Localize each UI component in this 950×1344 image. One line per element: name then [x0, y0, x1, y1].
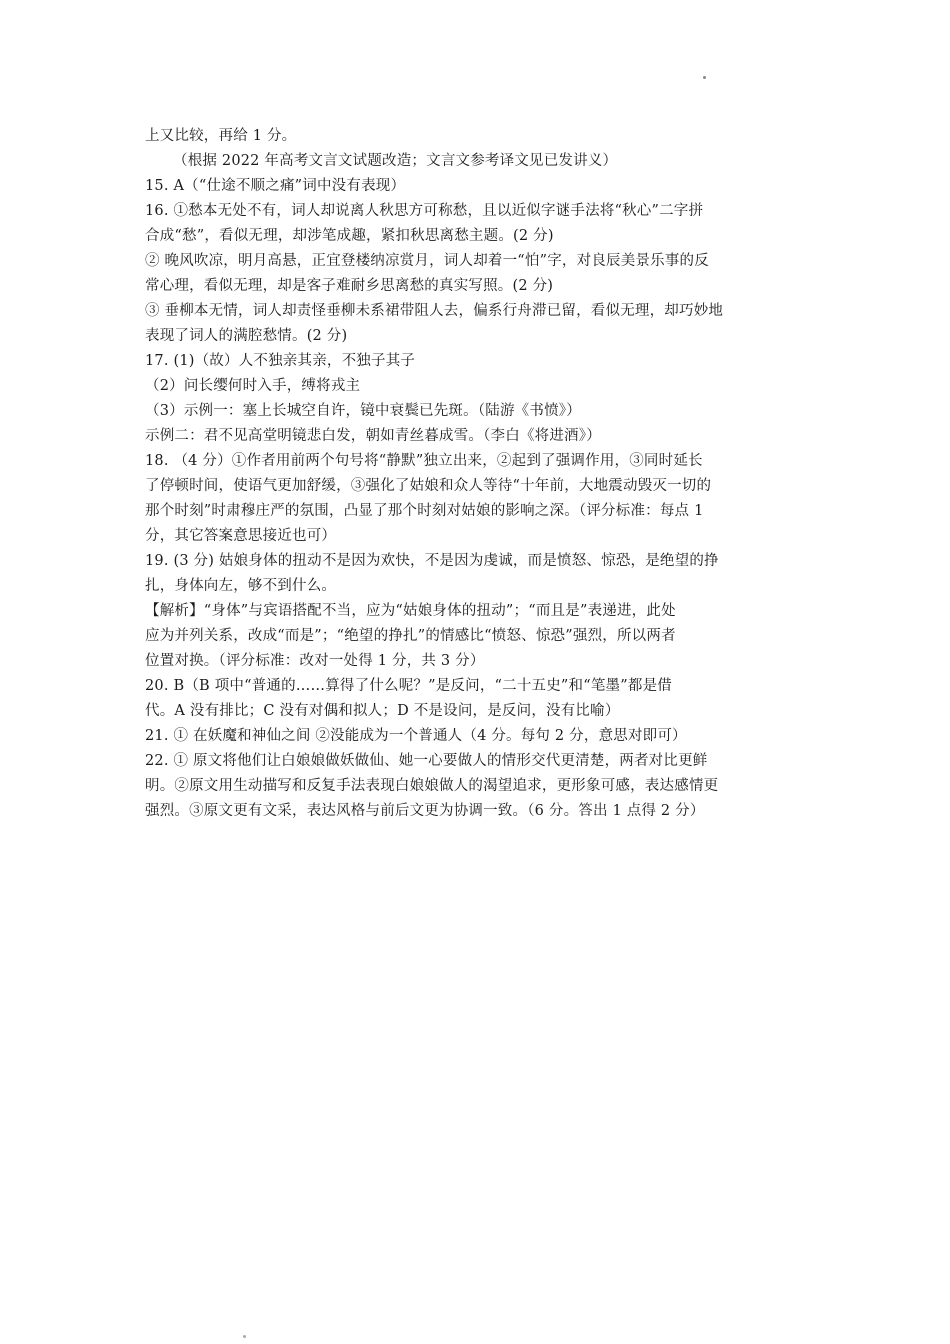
- answer-17-line: （3）示例一：塞上长城空自许，镜中衰鬓已先斑。（陆游《书愤》）: [145, 403, 581, 419]
- answer-19-analysis-line: 【解析】“身体”与宾语搭配不当，应为“姑娘身体的扭动”；“而且是”表递进，此处: [145, 603, 676, 619]
- answer-19-analysis-line: 位置对换。（评分标准：改对一处得 1 分，共 3 分）: [145, 653, 485, 669]
- answer-16-line: 16. ①愁本无处不有，词人却说离人秋思方可称愁，且以近似字谜手法将“秋心”二字拼: [145, 203, 704, 219]
- answer-18-line: 那个时刻”时肃穆庄严的氛围，凸显了那个时刻对姑娘的影响之深。（评分标准：每点 1: [145, 503, 704, 519]
- answer-key-text: [145, 124, 815, 824]
- page-dot: [243, 1335, 246, 1338]
- answer-20-line: 20. B（B 项中“普通的……算得了什么呢？”是反问，“二十五史”和“笔墨”都是借: [145, 678, 672, 694]
- answer-15: 15. A（“仕途不顺之痛”词中没有表现）: [145, 178, 406, 194]
- answer-18-line: 了停顿时间，使语气更加舒缓，③强化了姑娘和众人等待“十年前，大地震动毁灭一切的: [145, 478, 712, 494]
- answer-17-line: （2）问长缨何时入手，缚将戎主: [145, 378, 361, 394]
- answer-18-line: 分，其它答案意思接近也可）: [145, 528, 337, 544]
- text-line: 上又比较，再给 1 分。: [145, 128, 297, 144]
- answer-19-analysis-line: 应为并列关系，改成“而是”；“绝望的挣扎”的情感比“愤怒、惊恐”强烈，所以两者: [145, 628, 676, 644]
- answer-22-line: 22. ① 原文将他们让白娘娘做妖做仙、她一心要做人的情形交代更清楚，两者对比更鲜: [145, 753, 708, 769]
- answer-21: 21. ① 在妖魔和神仙之间 ②没能成为一个普通人（4 分。每句 2 分，意思对即可）: [145, 728, 687, 744]
- answer-16-line: 表现了词人的满腔愁情。(2 分): [145, 328, 348, 344]
- answer-16-line: ② 晚风吹凉，明月高悬，正宜登楼纳凉赏月，词人却着一“怕”字，对良辰美景乐事的反: [145, 253, 709, 269]
- answer-18-line: 18. （4 分）①作者用前两个句号将“静默”独立出来，②起到了强调作用，③同时延长: [145, 453, 703, 469]
- answer-20-line: 代。A 没有排比；C 没有对偶和拟人；D 不是设问，是反问，没有比喻）: [145, 703, 620, 719]
- answer-19-line: 19. (3 分) 姑娘身体的扭动不是因为欢快，不是因为虔诚，而是愤怒、惊恐，是绝望的挣: [145, 553, 719, 569]
- answer-16-line: 常心理，看似无理，却是客子难耐乡思离愁的真实写照。(2 分): [145, 278, 554, 294]
- answer-16-line: 合成“愁”，看似无理，却涉笔成趣，紧扣秋思离愁主题。(2 分): [145, 228, 554, 244]
- page-dot: [703, 76, 706, 79]
- answer-16-line: ③ 垂柳本无情，词人却责怪垂柳未系裙带阻人去，偏系行舟滞已留，看似无理，却巧妙地: [145, 303, 724, 319]
- answer-22-line: 明。②原文用生动描写和反复手法表现白娘娘做人的渴望追求，更形象可感，表达感情更: [145, 778, 719, 794]
- answer-22-line: 强烈。③原文更有文采，表达风格与前后文更为协调一致。（6 分。答出 1 点得 2 分）: [145, 803, 705, 819]
- answer-19-line: 扎，身体向左，够不到什么。: [145, 578, 337, 594]
- answer-17-line: 示例二：君不见高堂明镜悲白发，朝如青丝暮成雪。（李白《将进酒》）: [145, 428, 601, 444]
- source-note: （根据 2022 年高考文言文试题改造；文言文参考译文见已发讲义）: [173, 153, 618, 169]
- answer-17-line: 17. (1)（故）人不独亲其亲，不独子其子: [145, 353, 416, 369]
